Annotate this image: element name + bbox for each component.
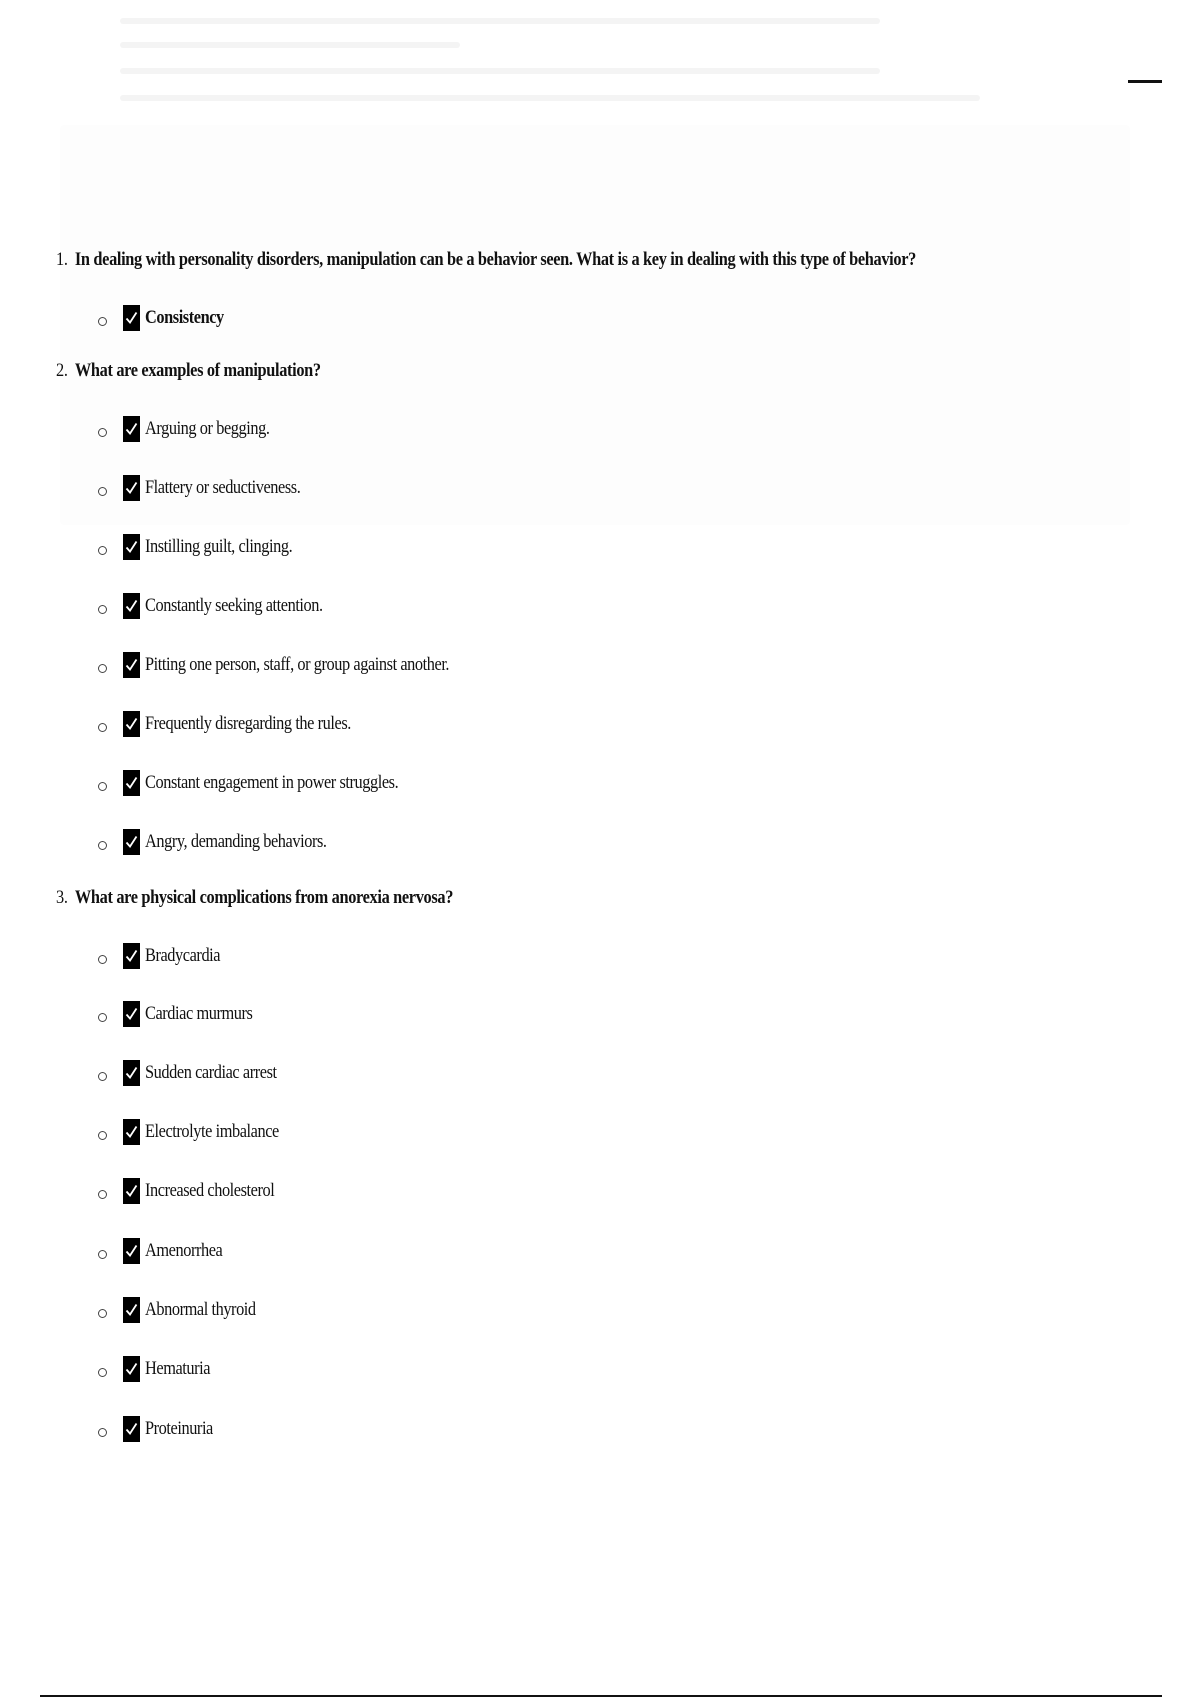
bullet-icon: [98, 1428, 107, 1437]
checkmark-icon[interactable]: [123, 475, 140, 501]
answer-option[interactable]: [98, 827, 356, 857]
answer-label: Amenorrhea: [145, 1240, 223, 1261]
checkmark-icon[interactable]: [123, 1356, 140, 1382]
bullet-icon: [98, 1190, 107, 1199]
answer-option[interactable]: [98, 1354, 221, 1384]
answer-option[interactable]: [98, 532, 316, 562]
bullet-icon: [98, 664, 107, 673]
answer-label: Increased cholesterol: [145, 1180, 275, 1201]
bullet-icon: [98, 955, 107, 964]
answer-label: Arguing or begging.: [145, 418, 270, 439]
corner-dash-mark: [1128, 80, 1162, 83]
faded-header-line: [120, 18, 880, 24]
faded-header-line: [120, 68, 880, 74]
question-text: What are physical complications from anorexia nervosa?: [74, 887, 454, 908]
answer-label: Instilling guilt, clinging.: [145, 536, 293, 557]
bullet-icon: [98, 605, 107, 614]
answer-label: Frequently disregarding the rules.: [145, 713, 351, 734]
bullet-icon: [98, 1309, 107, 1318]
checkmark-icon[interactable]: [123, 1060, 140, 1086]
answer-option[interactable]: [98, 591, 352, 621]
checkmark-icon[interactable]: [123, 593, 140, 619]
answer-label: Electrolyte imbalance: [145, 1121, 279, 1142]
checkmark-icon[interactable]: [123, 1001, 140, 1027]
bullet-icon: [98, 841, 107, 850]
checkmark-icon[interactable]: [123, 711, 140, 737]
answer-label: Hematuria: [145, 1358, 211, 1379]
bullet-icon: [98, 1250, 107, 1259]
question-3: [56, 886, 453, 910]
answer-label: Consistency: [145, 307, 224, 328]
checkmark-icon[interactable]: [123, 1297, 140, 1323]
bullet-icon: [98, 428, 107, 437]
answer-label: Constantly seeking attention.: [145, 595, 323, 616]
answer-label: Pitting one person, staff, or group against another.: [145, 654, 450, 675]
answer-option[interactable]: [98, 1414, 224, 1444]
answer-option[interactable]: [98, 1176, 295, 1206]
answer-option[interactable]: [98, 1058, 298, 1088]
question-text: What are examples of manipulation?: [74, 360, 321, 381]
bullet-icon: [98, 723, 107, 732]
answer-label: Bradycardia: [145, 945, 221, 966]
bullet-icon: [98, 1013, 107, 1022]
checkmark-icon[interactable]: [123, 534, 140, 560]
answer-label: Proteinuria: [145, 1418, 213, 1439]
answer-option[interactable]: [98, 768, 439, 798]
answer-label: Flattery or seductiveness.: [145, 477, 301, 498]
bullet-icon: [98, 1368, 107, 1377]
answer-label: Constant engagement in power struggles.: [145, 772, 399, 793]
checkmark-icon[interactable]: [123, 943, 140, 969]
faded-header-line: [120, 42, 460, 48]
bullet-icon: [98, 1072, 107, 1081]
answer-option[interactable]: [98, 1236, 235, 1266]
bullet-icon: [98, 782, 107, 791]
answer-label: Sudden cardiac arrest: [145, 1062, 277, 1083]
answer-option[interactable]: [98, 414, 290, 444]
checkmark-icon[interactable]: [123, 1178, 140, 1204]
question-number: 2.: [56, 360, 68, 381]
checkmark-icon[interactable]: [123, 305, 140, 331]
answer-option[interactable]: [98, 709, 384, 739]
answer-label: Cardiac murmurs: [145, 1003, 253, 1024]
checkmark-icon[interactable]: [123, 770, 140, 796]
checkmark-icon[interactable]: [123, 1238, 140, 1264]
answer-option[interactable]: [98, 650, 499, 680]
answer-option[interactable]: [98, 473, 326, 503]
checkmark-icon[interactable]: [123, 1119, 140, 1145]
answer-label: Angry, demanding behaviors.: [145, 831, 327, 852]
question-number: 1.: [56, 249, 68, 270]
answer-label: Abnormal thyroid: [145, 1299, 256, 1320]
bottom-rule: [40, 1695, 1162, 1697]
bullet-icon: [98, 487, 107, 496]
bullet-icon: [98, 317, 107, 326]
answer-option[interactable]: [98, 999, 270, 1029]
answer-option[interactable]: [98, 303, 237, 333]
question-text: In dealing with personality disorders, manipulation can be a behavior seen. What is a key in dealing with this type of behavior?: [74, 249, 916, 270]
question-2: [56, 359, 321, 383]
answer-option[interactable]: [98, 1117, 301, 1147]
answer-option[interactable]: [98, 941, 232, 971]
answer-option[interactable]: [98, 1295, 274, 1325]
faded-header-line: [120, 95, 980, 101]
bullet-icon: [98, 546, 107, 555]
checkmark-icon[interactable]: [123, 652, 140, 678]
checkmark-icon[interactable]: [123, 416, 140, 442]
question-number: 3.: [56, 887, 68, 908]
checkmark-icon[interactable]: [123, 1416, 140, 1442]
question-1: [56, 248, 916, 272]
checkmark-icon[interactable]: [123, 829, 140, 855]
bullet-icon: [98, 1131, 107, 1140]
